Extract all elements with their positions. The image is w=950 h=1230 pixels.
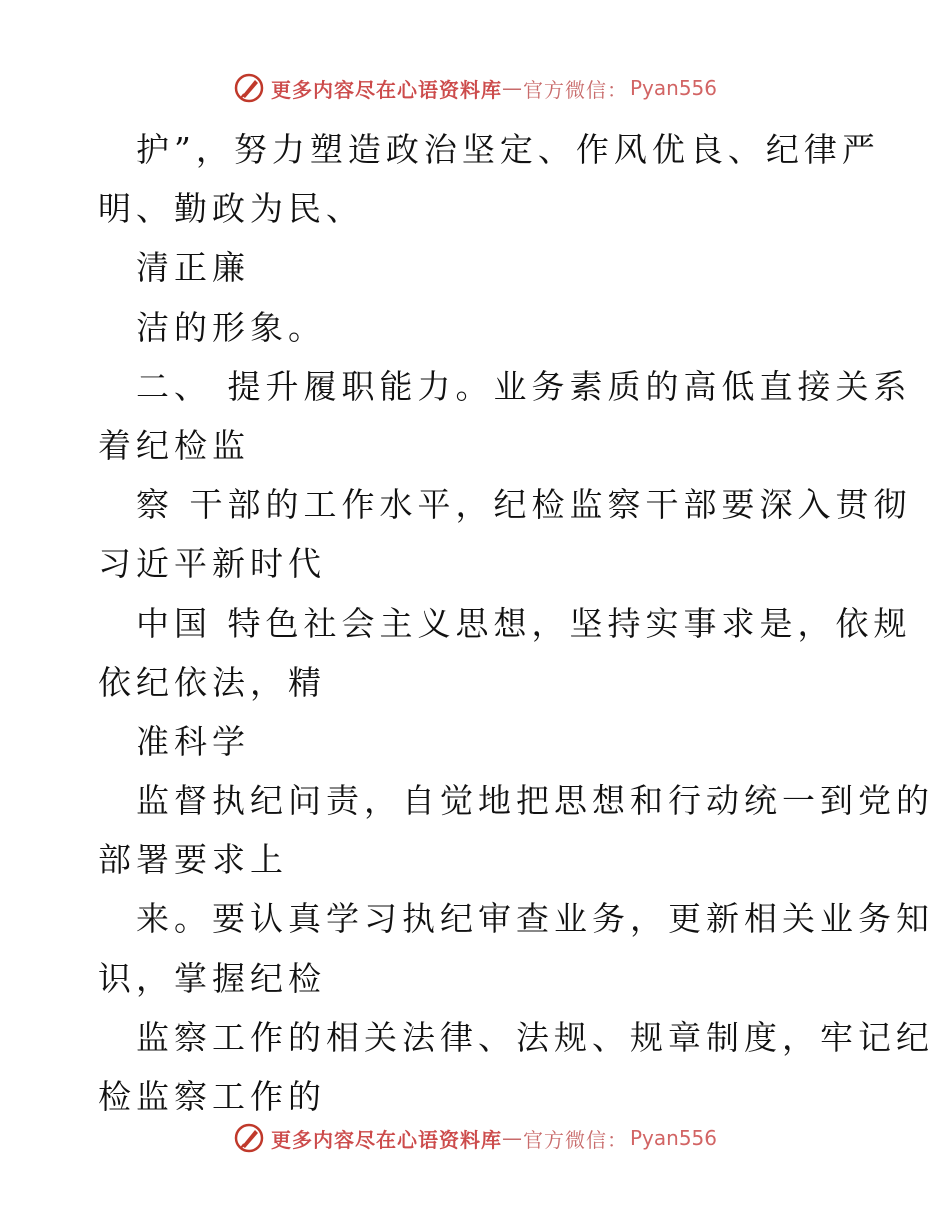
watermark-dash: — [501,76,523,100]
text-line: 护”，努力塑造政治坚定、作风优良、纪律严 [136,130,880,169]
watermark-site-name: 更多内容尽在心语资料库 [270,1127,502,1152]
watermark-label: 官方微信： [522,1127,628,1152]
quill-seal-icon [233,1122,265,1154]
watermark-label: 官方微信： [522,77,628,102]
text-line: 来。要认真学习执纪审查业务，更新相关业务知 [136,899,934,939]
watermark-site-name: 更多内容尽在心语资料库 [270,77,502,102]
text-line: 明、勤政为民、 [98,189,364,229]
text-line: 清正廉 [136,248,250,288]
text-line: 部署要求上 [98,840,288,880]
watermark-wechat-id: Pyan556 [629,1126,717,1150]
text-line: 着纪检监 [98,425,250,465]
text-line: 洁的形象。 [136,307,326,347]
watermark-dash: — [501,1126,523,1150]
text-line: 中国 特色社会主义思想，坚持实事求是，依规 [136,603,912,643]
document-body [98,120,934,1126]
text-line: 二、 提升履职能力。业务素质的高低直接关系 [136,366,912,406]
text-line: 检监察工作的 [98,1077,326,1116]
text-line: 准科学 [136,721,250,761]
text-line: 监察工作的相关法律、法规、规章制度，牢记纪 [136,1017,934,1057]
text-line: 依纪依法，精 [98,662,326,702]
header-watermark [0,72,950,104]
quill-seal-icon [233,72,265,104]
watermark-wechat-id: Pyan556 [629,76,717,100]
footer-watermark [0,1122,950,1154]
text-line: 习近平新时代 [98,544,326,584]
text-line: 监督执纪问责，自觉地把思想和行动统一到党的 [136,781,934,821]
text-line: 察 干部的工作水平，纪检监察干部要深入贯彻 [136,485,912,525]
text-line: 识，掌握纪检 [98,958,326,998]
